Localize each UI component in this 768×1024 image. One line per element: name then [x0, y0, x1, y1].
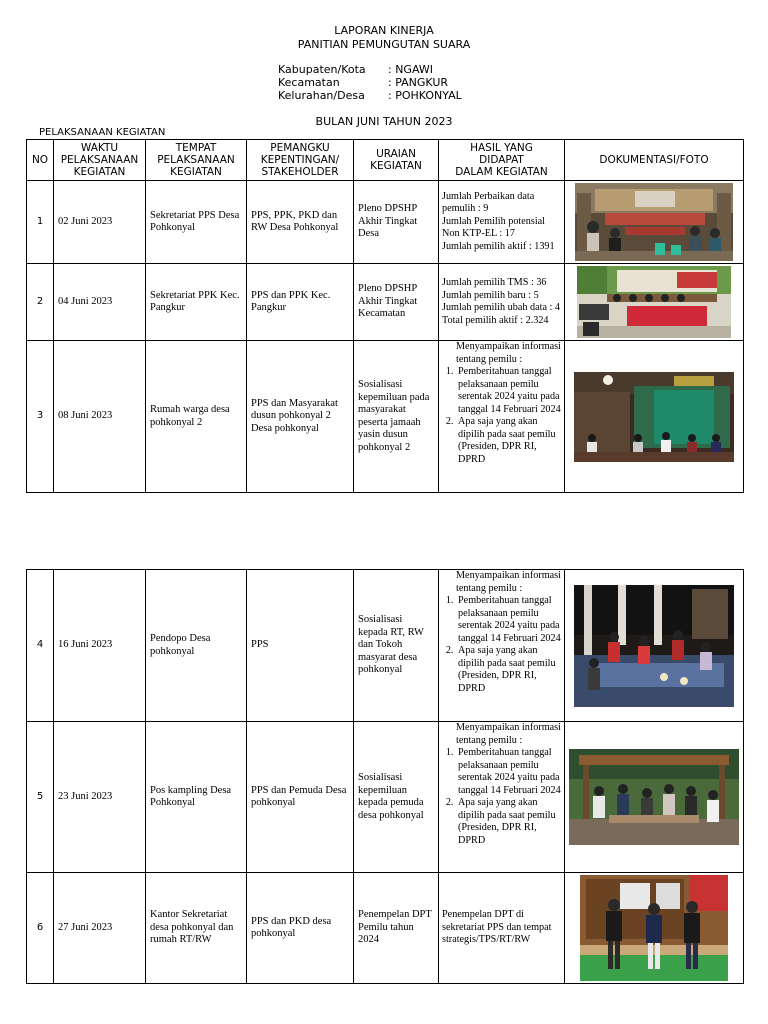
hasil-line: Jumlah Pemilih potensial Non KTP-EL : 17	[442, 215, 545, 240]
table-header-row	[27, 140, 744, 181]
cell-hasil	[439, 570, 565, 722]
cell-waktu: 04 Juni 2023	[54, 264, 146, 341]
hasil-list	[442, 595, 561, 695]
col-header-pemangku	[247, 140, 354, 181]
hasil-line: Jumlah pemilih ubah data : 4	[442, 302, 560, 313]
cell-hasil	[439, 181, 565, 264]
cell-waktu: 02 Juni 2023	[54, 181, 146, 264]
meta-row-kabupaten	[278, 63, 462, 76]
table-row	[27, 873, 744, 984]
cell-uraian: Penempelan DPT Pemilu tahun 2024	[354, 873, 439, 984]
cell-no: 5	[27, 722, 54, 873]
cell-uraian: Pleno DPSHP Akhir Tingkat Desa	[354, 181, 439, 264]
photo-jamaah-yasin	[574, 372, 734, 462]
cell-pemangku: PPS dan Pemuda Desa pohkonyal	[247, 722, 354, 873]
header-line: TEMPAT	[175, 142, 217, 154]
photo-pleno-kecamatan	[577, 266, 731, 338]
cell-dokumentasi	[565, 570, 744, 722]
header-line: DIDAPAT	[479, 154, 524, 166]
header-line: PELAKSANAAN	[157, 154, 235, 166]
table-row	[27, 341, 744, 493]
hasil-intro: Menyampaikan informasi tentang pemilu :	[456, 570, 561, 594]
photo-pendopo	[574, 585, 734, 707]
cell-no: 4	[27, 570, 54, 722]
cell-pemangku: PPS dan Masyarakat dusun pohkonyal 2 Desa pohkonyal	[247, 341, 354, 493]
table-row	[27, 570, 744, 722]
header-line: WAKTU	[80, 142, 119, 154]
cell-uraian: Sosialisasi kepada RT, RW dan Tokoh masyarat desa pohkonyal	[354, 570, 439, 722]
hasil-line: Penempelan DPT di sekretariat PPS dan tempat strategis/TPS/RT/RW	[442, 909, 552, 946]
hasil-line: Jumlah Perbaikan data pemulih : 9	[442, 190, 535, 215]
meta-key: Kelurahan/Desa	[278, 89, 365, 102]
photo-penempelan-dpt	[580, 875, 728, 981]
col-header-dokumentasi: DOKUMENTASI/FOTO	[565, 140, 744, 181]
report-title: LAPORAN KINERJA	[334, 24, 434, 37]
col-header-hasil	[439, 140, 565, 181]
col-header-tempat	[146, 140, 247, 181]
cell-waktu: 23 Juni 2023	[54, 722, 146, 873]
hasil-intro: Menyampaikan informasi tentang pemilu :	[456, 341, 561, 365]
header-line: STAKEHOLDER	[261, 166, 339, 178]
col-header-no: NO	[27, 140, 54, 181]
cell-pemangku: PPS	[247, 570, 354, 722]
cell-waktu: 27 Juni 2023	[54, 873, 146, 984]
cell-hasil	[439, 873, 565, 984]
cell-tempat: Sekretariat PPK Kec. Pangkur	[146, 264, 247, 341]
cell-waktu: 08 Juni 2023	[54, 341, 146, 493]
cell-waktu: 16 Juni 2023	[54, 570, 146, 722]
meta-row-kecamatan	[278, 76, 462, 89]
cell-dokumentasi	[565, 341, 744, 493]
header-line: HASIL YANG	[470, 142, 533, 154]
hasil-line: Jumlah pemilih baru : 5	[442, 289, 539, 301]
cell-no: 6	[27, 873, 54, 984]
cell-dokumentasi	[565, 722, 744, 873]
meta-value: : NGAWI	[388, 63, 433, 76]
photo-meeting-hall	[575, 183, 733, 261]
cell-no: 1	[27, 181, 54, 264]
cell-dokumentasi	[565, 181, 744, 264]
hasil-list	[442, 366, 561, 466]
hasil-intro: Menyampaikan informasi tentang pemilu :	[456, 722, 561, 746]
hasil-item: 1. Pemberitahuan tanggal pelaksanaan pemilu serentak 2024 yaitu pada tanggal 14 Februari 2024	[456, 366, 561, 416]
table-row	[27, 264, 744, 341]
cell-tempat: Pendopo Desa pohkonyal	[146, 570, 247, 722]
table-row	[27, 181, 744, 264]
header-line: URAIAN	[376, 148, 416, 160]
hasil-line: Jumlah pemilih TMS : 36	[442, 277, 547, 288]
hasil-line: Jumlah pemilih aktif : 1391	[442, 240, 555, 252]
hasil-item: 1. Pemberitahuan tanggal pelaksanaan pemilu serentak 2024 yaitu pada tanggal 14 Februari 2024	[456, 595, 561, 645]
cell-uraian: Sosialisasi kepemiluan kepada pemuda desa pohkonyal	[354, 722, 439, 873]
header-line: DALAM KEGIATAN	[455, 166, 548, 178]
report-title-block	[0, 24, 768, 52]
cell-pemangku: PPS, PPK, PKD dan RW Desa Pohkonyal	[247, 181, 354, 264]
meta-key: Kecamatan	[278, 76, 340, 89]
hasil-item: 2. Apa saja yang akan dipilih pada saat pemilu (Presiden, DPR RI, DPRD	[456, 797, 561, 847]
cell-hasil	[439, 341, 565, 493]
report-meta	[278, 63, 462, 102]
hasil-item: 2. Apa saja yang akan dipilih pada saat pemilu (Presiden, DPR RI, DPRD	[456, 416, 561, 466]
header-line: KEGIATAN	[170, 166, 222, 178]
cell-tempat: Kantor Sekretariat desa pohkonyal dan rumah RT/RW	[146, 873, 247, 984]
cell-tempat: Rumah warga desa pohkonyal 2	[146, 341, 247, 493]
header-line: PEMANGKU	[270, 142, 330, 154]
cell-pemangku: PPS dan PKD desa pohkonyal	[247, 873, 354, 984]
col-header-waktu	[54, 140, 146, 181]
header-line: PELAKSANAAN	[60, 154, 139, 166]
cell-dokumentasi	[565, 873, 744, 984]
header-line: KEGIATAN	[370, 160, 422, 172]
header-line: KEGIATAN	[73, 166, 126, 178]
cell-hasil	[439, 722, 565, 873]
table-row	[27, 722, 744, 873]
report-subtitle: PANITIAN PEMUNGUTAN SUARA	[297, 38, 471, 51]
cell-tempat: Pos kampling Desa Pohkonyal	[146, 722, 247, 873]
meta-value: : PANGKUR	[388, 76, 449, 89]
photo-pos-kampling	[569, 749, 739, 845]
activity-table-part-2	[26, 569, 744, 984]
hasil-list	[442, 747, 561, 847]
hasil-line: Total pemilih aktif : 2.324	[442, 314, 549, 326]
col-header-uraian	[354, 140, 439, 181]
cell-dokumentasi	[565, 264, 744, 341]
report-period: BULAN JUNI TAHUN 2023	[315, 115, 453, 128]
meta-key: Kabupaten/Kota	[278, 63, 366, 76]
hasil-item: 2. Apa saja yang akan dipilih pada saat pemilu (Presiden, DPR RI, DPRD	[456, 645, 561, 695]
cell-pemangku: PPS dan PPK Kec. Pangkur	[247, 264, 354, 341]
activity-table-part-1	[26, 139, 744, 493]
cell-no: 3	[27, 341, 54, 493]
section-label: PELAKSANAAN KEGIATAN	[39, 127, 166, 138]
cell-tempat: Sekretariat PPS Desa Pohkonyal	[146, 181, 247, 264]
hasil-item: 1. Pemberitahuan tanggal pelaksanaan pemilu serentak 2024 yaitu pada tanggal 14 Februari 2024	[456, 747, 561, 797]
cell-hasil	[439, 264, 565, 341]
cell-uraian: Sosialisasi kepemiluan pada masyarakat peserta jamaah yasin dusun pohkonyal 2	[354, 341, 439, 493]
header-line: KEPENTINGAN/	[260, 154, 340, 166]
meta-value: : POHKONYAL	[388, 89, 462, 102]
cell-uraian: Pleno DPSHP Akhir Tingkat Kecamatan	[354, 264, 439, 341]
cell-no: 2	[27, 264, 54, 341]
meta-row-kelurahan	[278, 89, 462, 102]
